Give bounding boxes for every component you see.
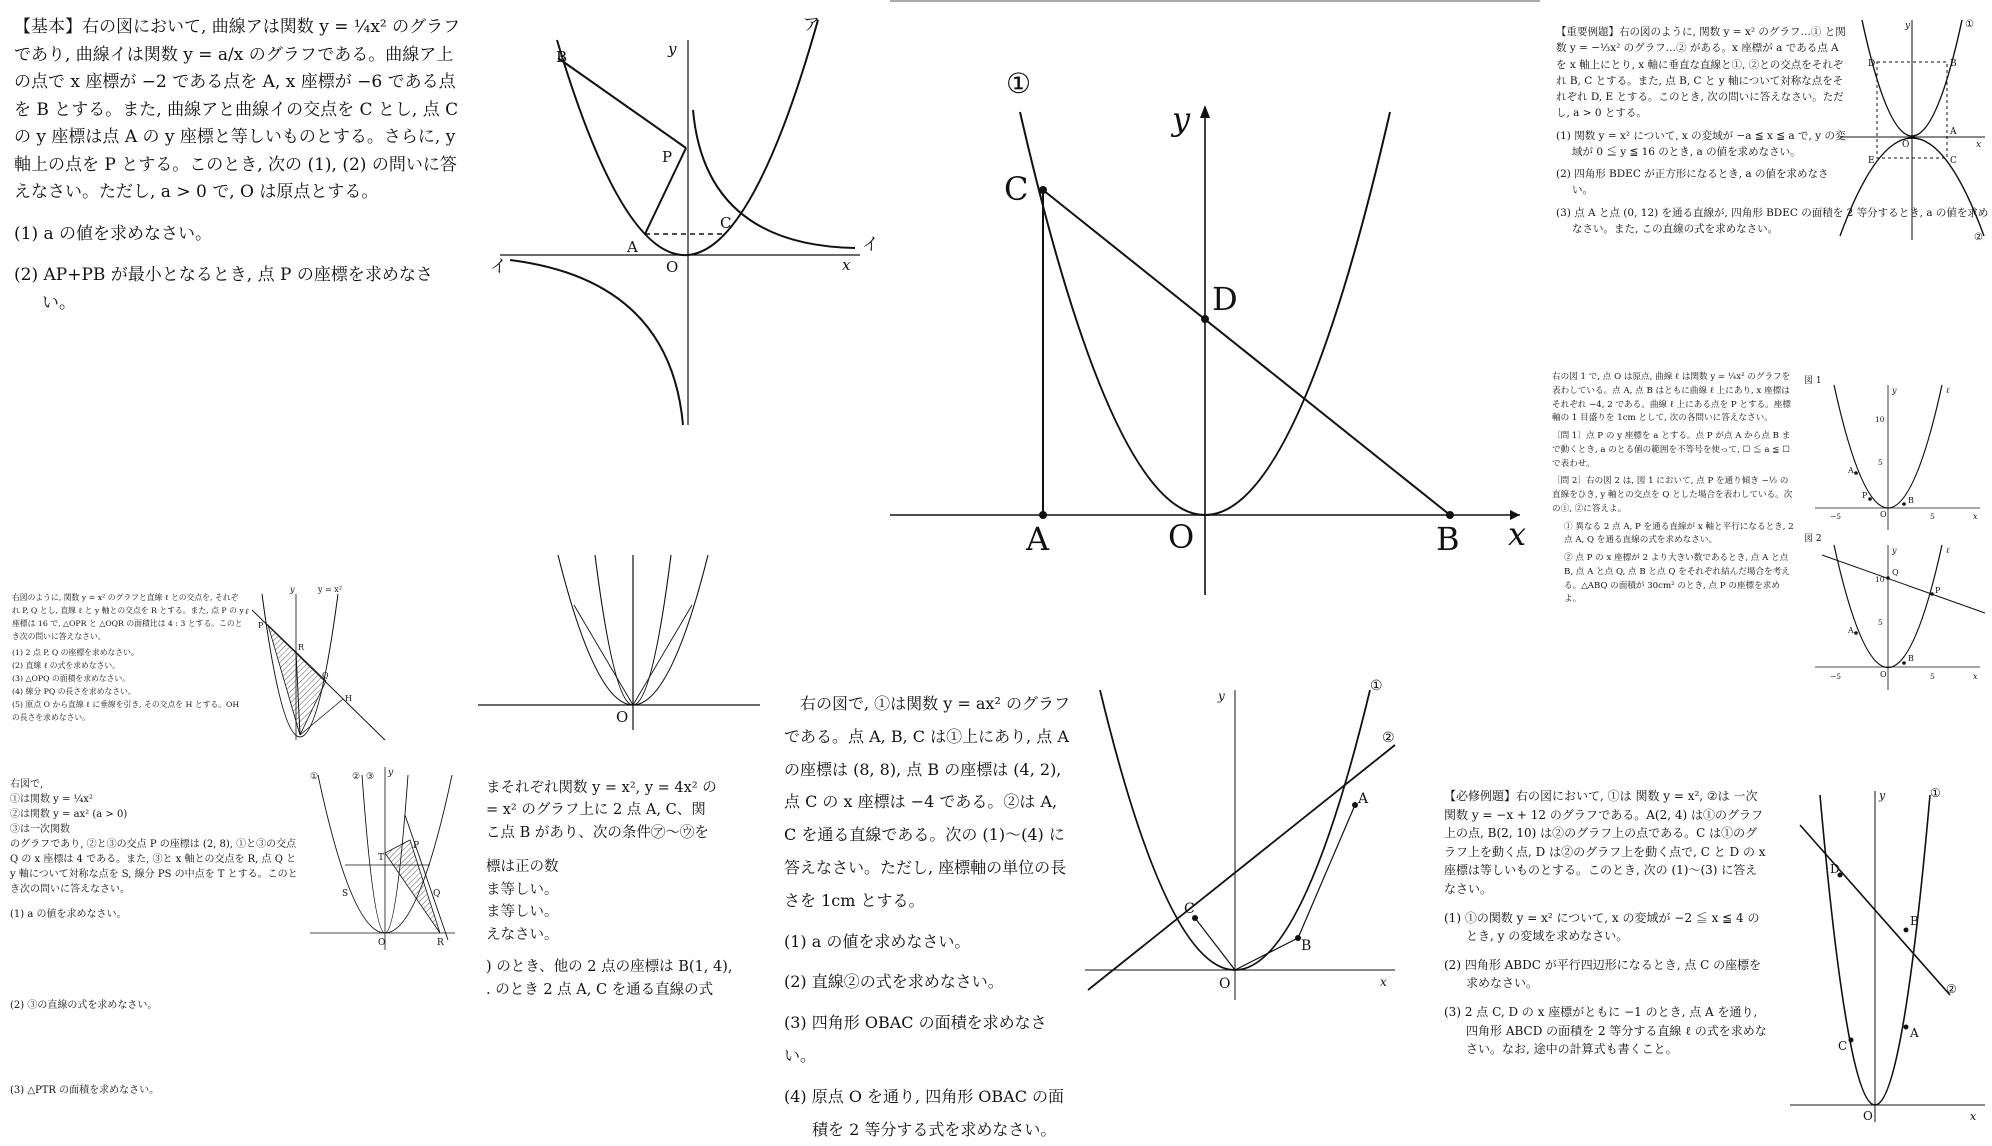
point-a xyxy=(1039,511,1047,519)
fig2-label-l: ℓ xyxy=(1946,546,1950,555)
problem-oabc-text-block xyxy=(784,688,1074,1146)
fig1-label-b: B xyxy=(1908,496,1914,505)
label-one: ① xyxy=(1006,67,1032,100)
graph-abc xyxy=(1080,660,1400,1000)
cropped-line-4: 標は正の数 xyxy=(486,859,559,876)
fig2-title: 図 2 xyxy=(1804,534,1822,544)
problem-oabc-statement: 右の図で, ①は関数 y = ax² のグラフである。点 A, B, C は①上にあり, 点 A の座標は (8, 8), 点 B の座標は (4, 2), 点 C の x 座標は −4 である。②は A, C を通る直線である。次の (1)〜(4) に答えなさい。ただし, 座標軸の単位の長さを 1cm とする。 xyxy=(784,694,1070,910)
problem-kihon-statement: 【基本】右の図において, 曲線アは関数 y = ¼x² のグラフであり, 曲線イは関数 y = a/x のグラフである。曲線ア上の点で x 座標が −2 である点を A, x 座標が −6 である点を B とする。また, 曲線アと曲線イの交点を C とし, 点 C の y 座標は点 A の y 座標と等しいものとする。さらに, y 軸上の点を P とする。このとき, 次の (1), (2) の問いに答えなさい。ただし, a > 0 で, O は原点とする。 xyxy=(14,17,461,203)
triangle-opr xyxy=(268,625,300,735)
fig1-label-p: P xyxy=(1862,491,1868,500)
curve-i-right xyxy=(693,110,855,248)
big-graph-tile xyxy=(890,0,1540,600)
problem-hisshuu-statement: 【必修例題】右の図において, ①は 関数 y = x², ②は 一次関数 y = −x + 12 のグラフである。A(2, 4) は①のグラフ上の点, B(2, 10) は②のグラフ上の点である。C は①のグラフ上を動く点, D は②のグラフ上を動く点で, C と D の x 座標は等しいものとする。このとき, 次の (1)〜(3) に答えなさい。 xyxy=(1444,789,1766,896)
problem-123-l1: ①は関数 y = ¼x² xyxy=(10,794,93,805)
problem-pqr-graph xyxy=(0,580,400,740)
label-two: ② xyxy=(1974,232,1983,243)
fig1-point-a xyxy=(1854,471,1858,475)
problem-oabc-q3: (3) 四角形 OBAC の面積を求めなさい。 xyxy=(784,1013,1047,1065)
problem-fig12-tile xyxy=(1540,365,1988,710)
label-b: B xyxy=(1436,520,1460,558)
label-curve-a: ア xyxy=(803,15,820,35)
problem-oabc-q4: (4) 原点 O を通り, 四角形 OBAC の面積を 2 等分する式を求めなさい。 xyxy=(784,1086,1065,1139)
problem-pqr-tile xyxy=(0,580,400,740)
fig1-label-x5: 5 xyxy=(1930,512,1935,521)
problem-kihon-q1: (1) a の値を求めなさい。 xyxy=(14,223,213,244)
cropped-line-5: ま等しい。 xyxy=(486,881,559,898)
curve-i-left xyxy=(510,260,683,425)
problem-123-q2: (2) ③の直線の式を求めなさい。 xyxy=(10,1000,158,1011)
problem-123-statement: のグラフであり, ②と③の交点 P の座標は (2, 8), ①と③の交点 Q の x 座標は 4 である。また, ③と x 軸との交点を R, 点 Q と y 軸について対称な点を S, 線分 PS の中点を T とする。このとき次の問いに答えなさい。 xyxy=(10,839,298,895)
label-o: O xyxy=(1902,140,1910,150)
label-y: y xyxy=(388,768,394,778)
label-x: x xyxy=(1970,1110,1977,1123)
segment-oc xyxy=(1195,918,1235,970)
fig2-label-neg5: −5 xyxy=(1830,672,1842,681)
fig2-label-q: Q xyxy=(1892,568,1899,577)
problem-kihon-tile xyxy=(0,0,890,445)
label-y: y xyxy=(668,40,677,58)
label-x: x xyxy=(1508,515,1527,553)
problem-juuyou-graph xyxy=(1540,0,1988,310)
label-two: ② xyxy=(352,772,361,782)
problem-fig12-q1: 〔問 1〕点 P の y 座標を a とする。点 P が点 A から点 B まで動くとき, a のとる値の範囲を不等号を使って, ☐ ≦ a ≦ ☐ で表わせ。 xyxy=(1552,431,1791,469)
label-y: y xyxy=(1879,789,1886,802)
label-y: y xyxy=(1172,100,1191,138)
label-c: C xyxy=(1004,170,1029,208)
point-c xyxy=(1849,1038,1854,1043)
double-parabola-graph xyxy=(470,550,770,730)
label-o: O xyxy=(378,938,386,948)
problem-pqr-q2: (2) 直線 ℓ の式を求めなさい。 xyxy=(12,661,120,671)
label-p: P xyxy=(258,621,264,630)
label-o: O xyxy=(1168,518,1195,556)
label-three: ③ xyxy=(366,772,375,782)
problem-123-l3: ③は一次関数 xyxy=(10,824,70,835)
label-a: A xyxy=(1026,520,1050,558)
point-c xyxy=(1039,186,1047,194)
fig2-label-5: 5 xyxy=(1878,618,1883,627)
problem-fig12-graphs xyxy=(1540,365,1988,710)
cropped-line-8: ) のとき、他の 2 点の座標は B(1, 4), xyxy=(486,959,733,976)
problem-pqr-q5: (5) 原点 O から直線 ℓ に垂線を引き, その交点を H とする。OH の長さを求めなさい。 xyxy=(12,699,240,722)
label-r: R xyxy=(298,643,305,652)
problem-fig12-q2: 〔問 2〕右の図 2 は, 図 1 において, 点 P を通り傾き −½ の直線をひき, y 軸との交点を Q とした場合を表わしている。次の①, ②に答えよ。 xyxy=(1552,476,1793,514)
big-parabola-graph xyxy=(890,0,1540,600)
fig2-label-p: P xyxy=(1935,586,1941,595)
label-a: A xyxy=(627,238,638,256)
label-o: O xyxy=(666,258,679,276)
fig2-point-b xyxy=(1902,661,1906,665)
label-a: A xyxy=(1950,127,1957,137)
fig1-title: 図 1 xyxy=(1804,376,1822,386)
problem-fig12-q2a: ① 異なる 2 点 A, P を通る直線が x 軸と平行になるとき, 2 点 A, Q を通る直線の式を求めなさい。 xyxy=(1564,521,1794,546)
label-x: x xyxy=(1380,975,1387,989)
label-a: A xyxy=(1910,1026,1919,1040)
triangle-oqr xyxy=(296,652,326,735)
problem-123-intro: 右図で, xyxy=(10,779,44,790)
fig2-point-a xyxy=(1854,631,1858,635)
problem-123-q3: (3) △PTR の面積を求めなさい。 xyxy=(10,1085,160,1096)
segment-left xyxy=(574,605,633,705)
graph-abc-tile xyxy=(1080,660,1400,1000)
label-c: C xyxy=(1950,156,1957,166)
problem-hisshuu-q2: (2) 四角形 ABDC が平行四辺形になるとき, 点 C の座標を求めなさい。 xyxy=(1444,957,1762,991)
problem-juuyou-tile xyxy=(1540,0,1988,310)
fig1-label-x: x xyxy=(1973,512,1978,521)
label-b: B xyxy=(1910,914,1919,928)
label-b: B xyxy=(1950,59,1957,69)
label-r: R xyxy=(437,938,444,948)
problem-pqr-q4: (4) 線分 PQ の長さを求めなさい。 xyxy=(12,687,136,697)
problem-cropped-text-block xyxy=(486,777,786,1001)
cropped-line-6: ま等しい。 xyxy=(486,904,559,921)
double-parabola-tile xyxy=(470,550,770,730)
problem-oabc-q1: (1) a の値を求めなさい。 xyxy=(784,931,971,951)
fig2-label-x: x xyxy=(1973,672,1978,681)
y-arrow xyxy=(1200,105,1210,118)
label-c: C xyxy=(1184,901,1195,917)
problem-juuyou-q3: (3) 点 A と点 (0, 12) を通る直線が, 四角形 BDEC の面積を 2 等分するとき, a の値を求めなさい。また, この直線の式を求めなさい。 xyxy=(1556,206,1989,235)
problem-pqr-q3: (3) △OPQ の面積を求めなさい。 xyxy=(12,674,130,684)
label-o: O xyxy=(1863,1109,1873,1123)
label-y: y xyxy=(1218,689,1225,703)
fig2-label-10: 10 xyxy=(1875,575,1885,584)
label-one: ① xyxy=(1930,786,1941,800)
point-d xyxy=(1201,315,1209,323)
fig1-label-y: y xyxy=(1892,386,1897,395)
problem-juuyou-statement: 【重要例題】右の図のように, 関数 y = x² のグラフ…① と関数 y = −⅓x² のグラフ…② がある。x 座標が a である点 A を x 軸上にとり, x 軸に垂直な直線と①, ②との交点をそれぞれ B, C とする。また, 点 B, C と y 軸について対称な点をそれぞれ D, E とする。このとき, 次の問いに答えなさい。ただし, a > 0 とする。 xyxy=(1556,26,1846,120)
fig2-label-x5: 5 xyxy=(1930,672,1935,681)
problem-pqr-statement: 右図のように, 関数 y = x² のグラフと直線 ℓ との交点を, それぞれ P, Q とし, 直線 ℓ と y 軸との交点を R とする。また, 点 P の y 座標は 16 で, △OPR と △OQR の面積比は 4 : 3 とする。このとき次の問いに答えなさい。 xyxy=(12,593,244,641)
fig2-point-q xyxy=(1886,576,1890,580)
label-one: ① xyxy=(1965,19,1974,30)
label-one: ① xyxy=(310,772,319,782)
label-e: E xyxy=(1868,156,1875,166)
fig1-label-10: 10 xyxy=(1875,415,1885,424)
fig1-label-neg5: −5 xyxy=(1830,512,1842,521)
problem-oabc-tile xyxy=(760,680,1080,1139)
label-p: P xyxy=(413,841,420,851)
point-b xyxy=(1904,928,1909,933)
point-a xyxy=(1904,1025,1909,1030)
problem-123-l2: ②は関数 y = ax² (a > 0) xyxy=(10,809,128,820)
segment-ob xyxy=(1235,938,1298,970)
problem-hisshuu-q3: (3) 2 点 C, D の x 座標がともに −1 のとき, 点 A を通り, 四角形 ABCD の面積を 2 等分する直線 ℓ の式を求めなさい。なお, 途中の計算式も書くこと。 xyxy=(1444,1004,1767,1057)
label-s: S xyxy=(342,889,349,899)
fig1-label-o: O xyxy=(1880,510,1887,519)
fig1-point-b xyxy=(1902,502,1906,506)
fig1-label-a: A xyxy=(1848,466,1854,475)
label-d: D xyxy=(1212,280,1238,318)
label-x: x xyxy=(1976,140,1982,150)
fig2-point-p xyxy=(1930,592,1934,596)
label-a: A xyxy=(1358,791,1369,807)
label-d: D xyxy=(1868,59,1876,69)
problem-kihon-graph xyxy=(0,0,890,445)
segment-ba xyxy=(1298,805,1355,938)
label-h: H xyxy=(345,694,352,703)
label-two: ② xyxy=(1382,730,1395,746)
point-b xyxy=(1446,511,1454,519)
label-q: Q xyxy=(322,671,329,680)
label-o: O xyxy=(616,708,629,726)
fig2-label-b: B xyxy=(1908,654,1914,663)
fig2-label-o: O xyxy=(1880,670,1887,679)
label-t: T xyxy=(378,853,385,863)
problem-hisshuu-graph xyxy=(1430,775,1988,1122)
segment-cb xyxy=(1043,190,1450,515)
problem-fig12-statement: 右の図 1 で, 点 O は原点, 曲線 ℓ は関数 y = ¼x² のグラフを表わしている。点 A, 点 B はともに曲線 ℓ 上にあり, x 座標はそれぞれ −4, 2 である。曲線 ℓ 上にある点を P とする。座標軸の 1 目盛りを 1cm として, 次の各問いに答えなさい。 xyxy=(1552,372,1791,424)
label-c: C xyxy=(1838,1039,1848,1053)
problem-hisshuu-q1: (1) ①の関数 y = x² について, x の変域が −2 ≦ x ≦ 4 のとき, y の変域を求めなさい。 xyxy=(1444,910,1760,944)
fig2-label-a: A xyxy=(1848,626,1854,635)
label-o: O xyxy=(1219,976,1231,992)
label-q: Q xyxy=(433,889,441,899)
problem-hisshuu-tile xyxy=(1430,775,1988,1122)
problem-fig12-q2b: ② 点 P の x 座標が 2 より大きい数であるとき, 点 A と点 B, 点 A と点 Q, 点 B と点 Q をそれぞれ結んだ場合を考える。△ABQ の面積が 30cm² のとき, 点 P の座標を求めよ。 xyxy=(1564,553,1790,605)
problem-123-tile xyxy=(0,755,460,1122)
problem-123-graph xyxy=(0,755,460,1122)
problem-juuyou-q2: (2) 四角形 BDEC が正方形になるとき, a の値を求めなさい。 xyxy=(1556,168,1829,197)
label-curve-i-left: イ xyxy=(490,257,507,277)
fig1-label-5: 5 xyxy=(1878,458,1883,467)
problem-123-q1: (1) a の値を求めなさい。 xyxy=(10,909,127,920)
label-l: ℓ xyxy=(245,607,249,616)
problem-cropped-tile xyxy=(480,775,765,1055)
fig1-label-l: ℓ xyxy=(1946,386,1950,395)
problem-oabc-q2: (2) 直線②の式を求めなさい。 xyxy=(784,972,1004,992)
cropped-line-2: = x² のグラフ上に 2 点 A, C、関 xyxy=(486,802,706,819)
cropped-line-7: えなさい。 xyxy=(486,926,559,943)
label-two: ② xyxy=(1946,982,1957,996)
fig1-point-p xyxy=(1868,497,1872,501)
cropped-line-9: . のとき 2 点 A, C を通る直線の式 xyxy=(486,981,714,998)
line-2 xyxy=(1088,745,1395,990)
fig2-label-y: y xyxy=(1892,546,1897,555)
label-d: D xyxy=(1830,862,1840,876)
label-y: y xyxy=(290,585,295,594)
label-y: y xyxy=(1905,21,1911,31)
fig2-line-pq xyxy=(1822,555,1985,613)
cropped-line-3: こ点 B があり、次の条件㋐〜㋒を xyxy=(486,824,709,841)
label-x: x xyxy=(842,256,851,274)
label-one: ① xyxy=(1370,678,1383,694)
problem-pqr-q1: (1) 2 点 P, Q の座標を求めなさい。 xyxy=(12,648,139,658)
label-curve-i-right: イ xyxy=(862,235,879,255)
problem-kihon-q2: (2) AP+PB が最小となるとき, 点 P の座標を求めなさい。 xyxy=(14,265,433,313)
label-eq: y = x² xyxy=(318,585,343,594)
label-b: B xyxy=(1301,938,1312,954)
triangle-ptr xyxy=(385,840,440,933)
segment-right xyxy=(633,605,692,705)
problem-juuyou-q1: (1) 関数 y = x² について, x の変域が −a ≦ x ≦ a で, y の変域が 0 ≦ y ≦ 16 のとき, a の値を求めなさい。 xyxy=(1556,129,1846,158)
label-b: B xyxy=(556,48,568,66)
cropped-line-1: まそれぞれ関数 y = x², y = 4x² の xyxy=(486,780,717,796)
label-p: P xyxy=(662,148,673,166)
label-c: C xyxy=(720,214,732,232)
